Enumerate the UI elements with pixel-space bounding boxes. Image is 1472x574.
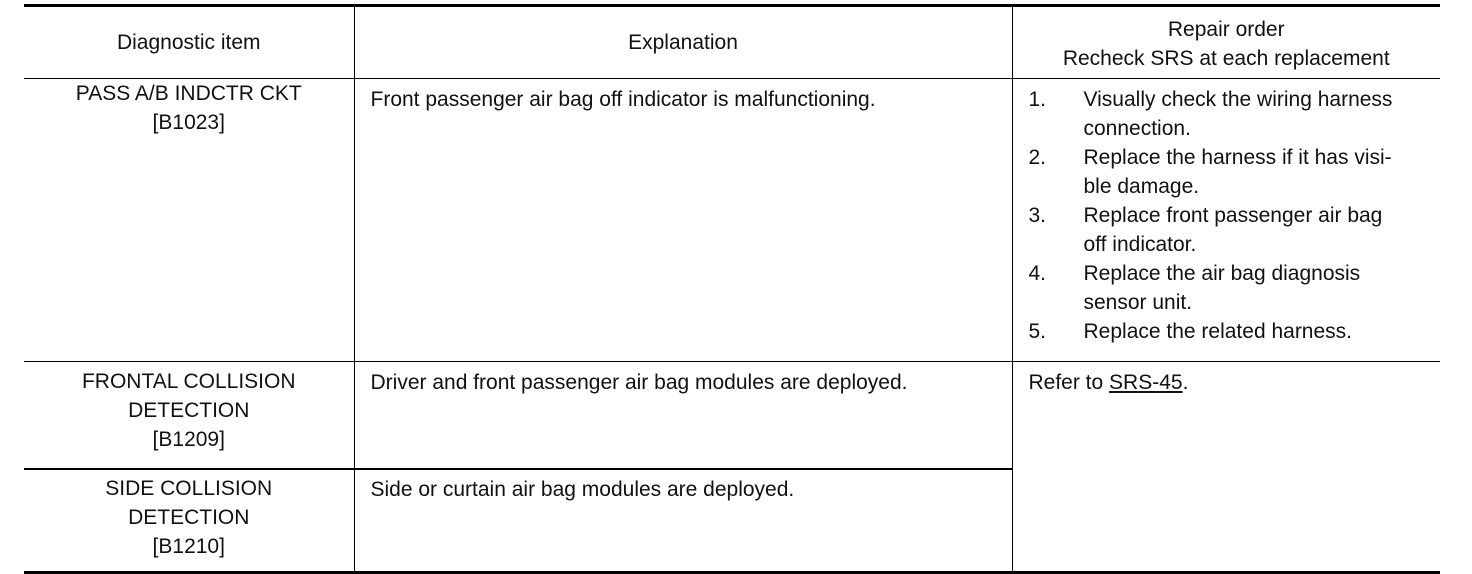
list-item <box>1029 143 1429 201</box>
diagnostic-table <box>24 4 1440 574</box>
list-item <box>1029 85 1429 143</box>
list-item <box>1029 201 1429 259</box>
step-number: 1. <box>1028 88 1047 111</box>
diagnostic-item-cell <box>24 469 354 573</box>
diagnostic-item-code: [B1209] <box>152 428 225 451</box>
step-number: 2. <box>1028 146 1047 169</box>
explanation-cell: Front passenger air bag off indicator is malfunctioning. <box>354 79 1012 362</box>
header-repair-order-title: Repair order <box>1167 17 1285 41</box>
table-row <box>24 362 1440 470</box>
explanation-cell: Driver and front passenger air bag modules are deployed. <box>354 362 1012 470</box>
repair-steps-list <box>1029 85 1429 346</box>
diagnostic-item-cell <box>24 362 354 470</box>
step-number: 5. <box>1028 320 1047 343</box>
diagnostic-item-code: [B1210] <box>152 535 225 558</box>
step-number: 3. <box>1028 204 1047 227</box>
header-repair-order-subtitle: Recheck SRS at each replacement <box>1062 46 1390 70</box>
step-text: Replace the harness if it has visi- ble damage. <box>1083 146 1392 198</box>
explanation-cell: Side or curtain air bag modules are deployed. <box>354 469 1012 573</box>
diagnostic-item-name-cont: DETECTION <box>128 399 250 422</box>
step-text: Replace front passenger air bag off indicator. <box>1083 204 1383 256</box>
step-number: 4. <box>1028 262 1047 285</box>
table-header-row <box>24 6 1440 79</box>
srs-45-link[interactable]: SRS-45 <box>1109 371 1183 394</box>
diagnostic-item-name: SIDE COLLISION <box>105 477 273 500</box>
step-text: Visually check the wiring harness connection. <box>1083 88 1393 140</box>
refer-to-text: Refer to <box>1028 371 1110 394</box>
diagnostic-item-name: PASS A/B INDCTR CKT <box>75 82 302 105</box>
list-item <box>1029 317 1429 346</box>
header-diagnostic-item: Diagnostic item <box>24 6 354 79</box>
header-repair-order <box>1012 6 1440 79</box>
diagnostic-item-name: FRONTAL COLLISION <box>81 370 296 393</box>
table-row <box>24 79 1440 362</box>
step-text: Replace the air bag diagnosis sensor unit. <box>1083 262 1361 314</box>
diagnostic-item-code: [B1023] <box>152 111 225 134</box>
repair-order-cell <box>1012 79 1440 362</box>
diagnostic-item-cell <box>24 79 354 362</box>
header-explanation: Explanation <box>354 6 1012 79</box>
refer-suffix: . <box>1182 371 1189 394</box>
diagnostic-item-name-cont: DETECTION <box>128 506 250 529</box>
step-text: Replace the related harness. <box>1083 320 1352 343</box>
list-item <box>1029 259 1429 317</box>
repair-order-cell <box>1012 362 1440 573</box>
